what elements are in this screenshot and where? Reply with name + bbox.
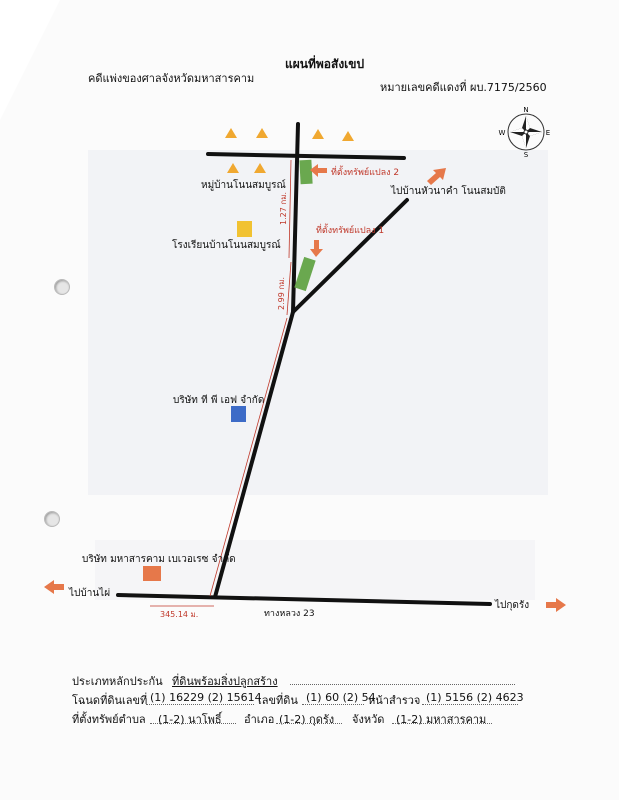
dotted-line	[302, 704, 364, 705]
survey-label: หน้าสำรวจ	[368, 694, 421, 707]
compass-letter-n: N	[523, 106, 529, 114]
village-road	[208, 154, 404, 158]
plot-2-label: ที่ตั้งทรัพย์แปลง 2	[331, 168, 400, 178]
plot-1-label: ที่ตั้งทรัพย์แปลง 1	[316, 226, 385, 236]
case-number: หมายเลขคดีแดงที่ ผบ.7175/2560	[380, 81, 547, 94]
house-triangle	[256, 128, 268, 138]
house-triangle	[254, 163, 266, 173]
plot-1-marker	[294, 257, 315, 291]
distance-lines	[150, 160, 291, 606]
distance-34514-label: 345.14 ม.	[160, 610, 199, 619]
district-value: (1-2) กุดรัง	[279, 713, 335, 726]
arrow-left-icon	[44, 580, 64, 594]
to-ban-phai-label: ไปบ้านไผ่	[69, 588, 111, 599]
house-triangle	[225, 128, 237, 138]
land-no-label: เลขที่ดิน	[258, 694, 298, 707]
branch-road	[293, 200, 407, 312]
arrow-left-plot2-icon	[310, 164, 327, 177]
compass-letter-e: E	[545, 129, 551, 137]
compass-rose-icon	[508, 114, 544, 150]
dotted-line	[146, 704, 254, 705]
plot-2-marker	[299, 160, 312, 185]
land-no-value: (1) 60 (2) 54	[306, 691, 376, 704]
to-hua-na-kham-label: ไปบ้านหัวนาคำ โนนสมบัติ	[391, 186, 506, 197]
deed-value: (1) 16229 (2) 15614	[150, 691, 262, 704]
arrow-down-plot1-icon	[310, 240, 323, 257]
direction-arrows	[44, 164, 566, 612]
survey-value: (1) 5156 (2) 4623	[426, 691, 524, 704]
collateral-type-label: ประเภทหลักประกัน	[72, 675, 163, 688]
district-label: อำเภอ	[244, 713, 275, 726]
house-triangle	[342, 131, 354, 141]
province-value: (1-2) มหาสารคาม	[396, 713, 487, 726]
house-triangle	[227, 163, 239, 173]
distance-299-label: 2.99 กม.	[277, 276, 286, 310]
school-label: โรงเรียนบ้านโนนสมบูรณ์	[172, 240, 281, 251]
dotted-line	[392, 723, 492, 724]
highway-label: ทางหลวง 23	[264, 609, 315, 619]
compass-letter-w: W	[498, 129, 506, 137]
dotted-line	[422, 704, 518, 705]
province-label: จังหวัด	[352, 713, 385, 726]
dotted-line	[150, 723, 236, 724]
company-tp-label: บริษัท ที พี เอฟ จำกัด	[173, 395, 265, 406]
dotted-line	[276, 723, 342, 724]
collateral-type-value: ที่ดินพร้อมสิ่งปลูกสร้าง	[172, 675, 278, 688]
company-tp-marker	[231, 406, 246, 422]
to-kut-rang-label: ไปกุดรัง	[495, 600, 530, 611]
dotted-line	[290, 684, 515, 685]
compass-letter-s: S	[523, 151, 529, 159]
map-title: แผนที่พอสังเขป	[285, 57, 365, 71]
company-mk-label: บริษัท มหาสารคาม เบเวอเรซ จำกัด	[82, 554, 236, 565]
house-triangle	[312, 129, 324, 139]
deed-label: โฉนดที่ดินเลขที่	[72, 694, 148, 707]
arrow-right-icon	[546, 598, 566, 612]
village-label: หมู่บ้านโนนสมบูรณ์	[201, 180, 286, 191]
subdistrict-value: (1-2) นาโพธิ์	[158, 713, 222, 726]
distance-127-label: 1.27 กม.	[279, 191, 288, 225]
arrow-up-right-icon	[427, 168, 446, 185]
court-name: คดีแพ่งของศาลจังหวัดมหาสารคาม	[88, 72, 255, 85]
company-mk-marker	[143, 566, 161, 581]
highway-23	[118, 595, 490, 604]
subdistrict-label: ที่ตั้งทรัพย์ตำบล	[72, 713, 146, 726]
school-marker	[237, 221, 252, 237]
